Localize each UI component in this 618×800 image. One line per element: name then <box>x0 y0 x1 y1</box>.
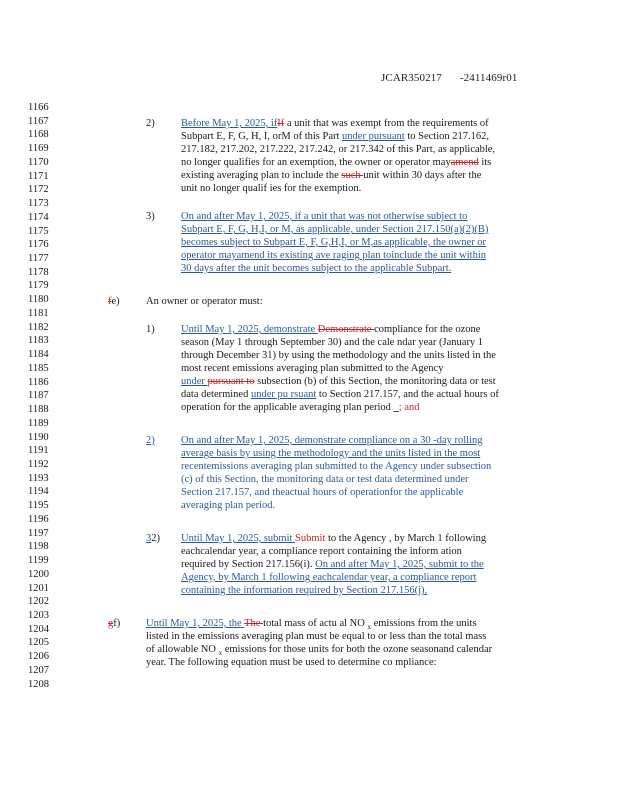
item-label: 1) <box>146 324 155 335</box>
line-number: 1202 <box>28 596 49 608</box>
inserted-line: operator mayamend its existing ave raging plan toinclude the unit within <box>181 250 487 261</box>
line-number: 1174 <box>28 211 49 223</box>
line-number: 1196 <box>28 513 49 525</box>
inserted-line: On and after May 1, 2025, demonstrate compliance on a 30 -day rolling <box>181 435 483 446</box>
line-number: 1192 <box>28 458 49 470</box>
item-label: 3) <box>146 211 155 222</box>
inserted-text: Until May 1, 2025, the <box>146 618 245 629</box>
line-number: 1193 <box>28 472 49 484</box>
inserted-line: On and after May 1, 2025, if a unit that was not otherwise subject to <box>181 211 468 222</box>
line-number: 1204 <box>28 623 49 635</box>
inserted-line: containing the information required by Section 217.156(j). <box>181 585 428 596</box>
line-number: 1190 <box>28 431 49 443</box>
paragraph-line <box>181 388 499 401</box>
inserted-text: _ <box>393 402 399 413</box>
line-number: 1189 <box>28 417 49 429</box>
inserted-line: Subpart E, F, G, H,I, or M, as applicable, under Section 217.150(a)(2)(B) <box>181 224 489 235</box>
inserted-line: recentemissions averaging plan submitted to the Agency under subsection <box>181 461 492 472</box>
inserted-text: 3 <box>146 533 152 544</box>
text: to Section 217.162, <box>404 131 490 142</box>
text: data determined <box>181 389 251 400</box>
inserted-line: becomes subject to Subpart E, F, G,H,I, or M,as applicable, the owner or <box>181 237 487 248</box>
text: compliance for the ozone <box>374 324 481 335</box>
line-number: 1169 <box>28 143 49 155</box>
inserted-line: Section 217.157, and theactual hours of operationfor the applicable <box>181 487 464 498</box>
paragraph-line <box>181 323 480 336</box>
doc-code: JCAR350217 <box>381 72 442 84</box>
line-number: 1175 <box>28 225 49 237</box>
inserted-text: under <box>181 376 208 387</box>
text: e) <box>111 296 120 307</box>
inserted-line: Agency, by March 1 following eachcalendar year, a compliance report <box>181 572 477 583</box>
text: of allowable NO <box>146 644 219 655</box>
text: Subpart E, F, G, H, I, orM of this Part <box>181 131 343 142</box>
deleted-text: The <box>244 618 264 629</box>
line-number: 1170 <box>28 156 49 168</box>
deleted-text: pursuant to <box>207 376 255 387</box>
line-number: 1168 <box>28 129 49 141</box>
line-number: 1180 <box>28 294 49 306</box>
paragraph-line <box>181 532 486 545</box>
paragraph-line <box>181 558 484 571</box>
text: to the Agency , by March 1 following <box>325 533 487 544</box>
inserted-line: averaging plan period. <box>181 500 276 511</box>
subscript: x <box>218 649 223 658</box>
doc-version: -2411469r01 <box>459 72 518 84</box>
paragraph-line: An owner or operator must: <box>146 296 263 307</box>
text: total mass of actu al NO <box>263 618 368 629</box>
document-header <box>381 72 517 84</box>
deleted-text: amend <box>450 157 479 168</box>
line-number: 1207 <box>28 664 49 676</box>
line-number: 1176 <box>28 239 49 251</box>
paragraph-line <box>181 117 489 130</box>
paragraph-line <box>181 375 496 388</box>
line-number: 1205 <box>28 637 49 649</box>
text: subsection (b) of this Section, the monitoring data or test <box>254 376 496 387</box>
line-number: 1198 <box>28 541 49 553</box>
text: operation for the applicable averaging plan period <box>181 402 394 413</box>
inserted-line: average basis by using the methodology and the units listed in the most <box>181 448 481 459</box>
line-number: 1177 <box>28 253 49 265</box>
line-number: 1183 <box>28 335 49 347</box>
text: 2) <box>151 533 160 544</box>
line-number: 1187 <box>28 390 49 402</box>
text: f) <box>113 618 121 629</box>
line-number: 1197 <box>28 527 49 539</box>
inserted-text: On and after May 1, 2025, submit to the <box>315 559 484 570</box>
paragraph-line: unit no longer qualif ies for the exemption. <box>181 183 362 194</box>
inserted-line: 30 days after the unit becomes subject to the applicable Subpart. <box>181 263 452 274</box>
inserted-text: Until May 1, 2025, demonstrate <box>181 324 318 335</box>
item-label: 2) <box>146 435 155 446</box>
inserted-line: (c) of this Section, the monitoring data or test data determined under <box>181 474 469 485</box>
text: no longer qualifies for an exemption, the owner or operator may <box>181 157 451 168</box>
paragraph-line: most recent emissions averaging plan submitted to the Agency <box>181 363 444 374</box>
deleted-text: f <box>108 296 112 307</box>
paragraph-line: season (May 1 through September 30) and the cale ndar year (January 1 <box>181 337 484 348</box>
text: unit within 30 days after the <box>363 170 482 181</box>
line-number: 1194 <box>28 486 49 498</box>
line-number: 1167 <box>28 115 49 127</box>
line-number: 1188 <box>28 404 49 416</box>
subscript: x <box>367 623 371 632</box>
paragraph-line <box>181 130 489 143</box>
line-number: 1172 <box>28 184 49 196</box>
line-number: 1182 <box>28 321 49 333</box>
line-number: 1203 <box>28 610 49 621</box>
subsection-label <box>108 295 120 308</box>
line-number: 1171 <box>28 170 49 182</box>
line-number: 1178 <box>28 266 49 278</box>
line-number: 1208 <box>28 678 49 690</box>
deleted-text: such <box>341 170 364 181</box>
inserted-text: under pu rsuant <box>250 389 317 400</box>
line-number: 1181 <box>28 307 49 319</box>
paragraph-line: through December 31) by using the methodology and the units listed in the <box>181 350 496 361</box>
deleted-text: ; and <box>398 402 420 413</box>
line-number: 1206 <box>28 651 49 663</box>
line-number: 1179 <box>28 280 49 292</box>
line-number: 1173 <box>28 198 49 210</box>
deleted-text: g <box>108 618 114 629</box>
item-label: 2) <box>146 118 155 129</box>
text: existing averaging plan to include the <box>181 170 342 181</box>
item-label <box>146 532 160 545</box>
inserted-text: Before May 1, 2025, if <box>181 118 278 129</box>
line-number: 1201 <box>28 582 49 594</box>
deleted-text: If <box>277 118 285 129</box>
text: its <box>478 157 492 168</box>
line-number: 1200 <box>28 568 49 580</box>
line-number: 1185 <box>28 362 49 374</box>
text: a unit that was exempt from the requirements of <box>284 118 489 129</box>
text: to Section 217.157, and the actual hours of <box>316 389 499 400</box>
deleted-text: Submit <box>295 533 326 544</box>
paragraph-line <box>181 401 420 414</box>
paragraph-line: eachcalendar year, a compliance report containing the inform ation <box>181 546 462 557</box>
subsection-label <box>108 617 120 630</box>
paragraph-line <box>181 169 481 182</box>
text: required by Section 217.156(i). <box>181 559 316 570</box>
line-number: 1199 <box>28 555 49 567</box>
text: emissions for those units for both the ozone seasonand calendar <box>222 644 493 655</box>
paragraph-line <box>181 156 491 169</box>
deleted-text: Demonstrate <box>317 324 375 335</box>
line-number: 1184 <box>28 349 49 361</box>
line-number: 1191 <box>28 445 49 457</box>
text: emissions from the units <box>370 618 477 629</box>
line-number: 1166 <box>28 102 49 113</box>
inserted-text: Until May 1, 2025, submit <box>181 533 296 544</box>
paragraph-line: 217.182, 217.202, 217.222, 217.242, or 217.342 of this Part, as applicable, <box>181 144 496 155</box>
inserted-text: under pursuant <box>342 131 405 142</box>
paragraph-line: listed in the emissions averaging plan must be equal to or less than the total mass <box>146 631 487 642</box>
line-number: 1195 <box>28 500 49 512</box>
line-number: 1186 <box>28 376 49 388</box>
paragraph-line: year. The following equation must be used to determine co mpliance: <box>146 657 437 668</box>
